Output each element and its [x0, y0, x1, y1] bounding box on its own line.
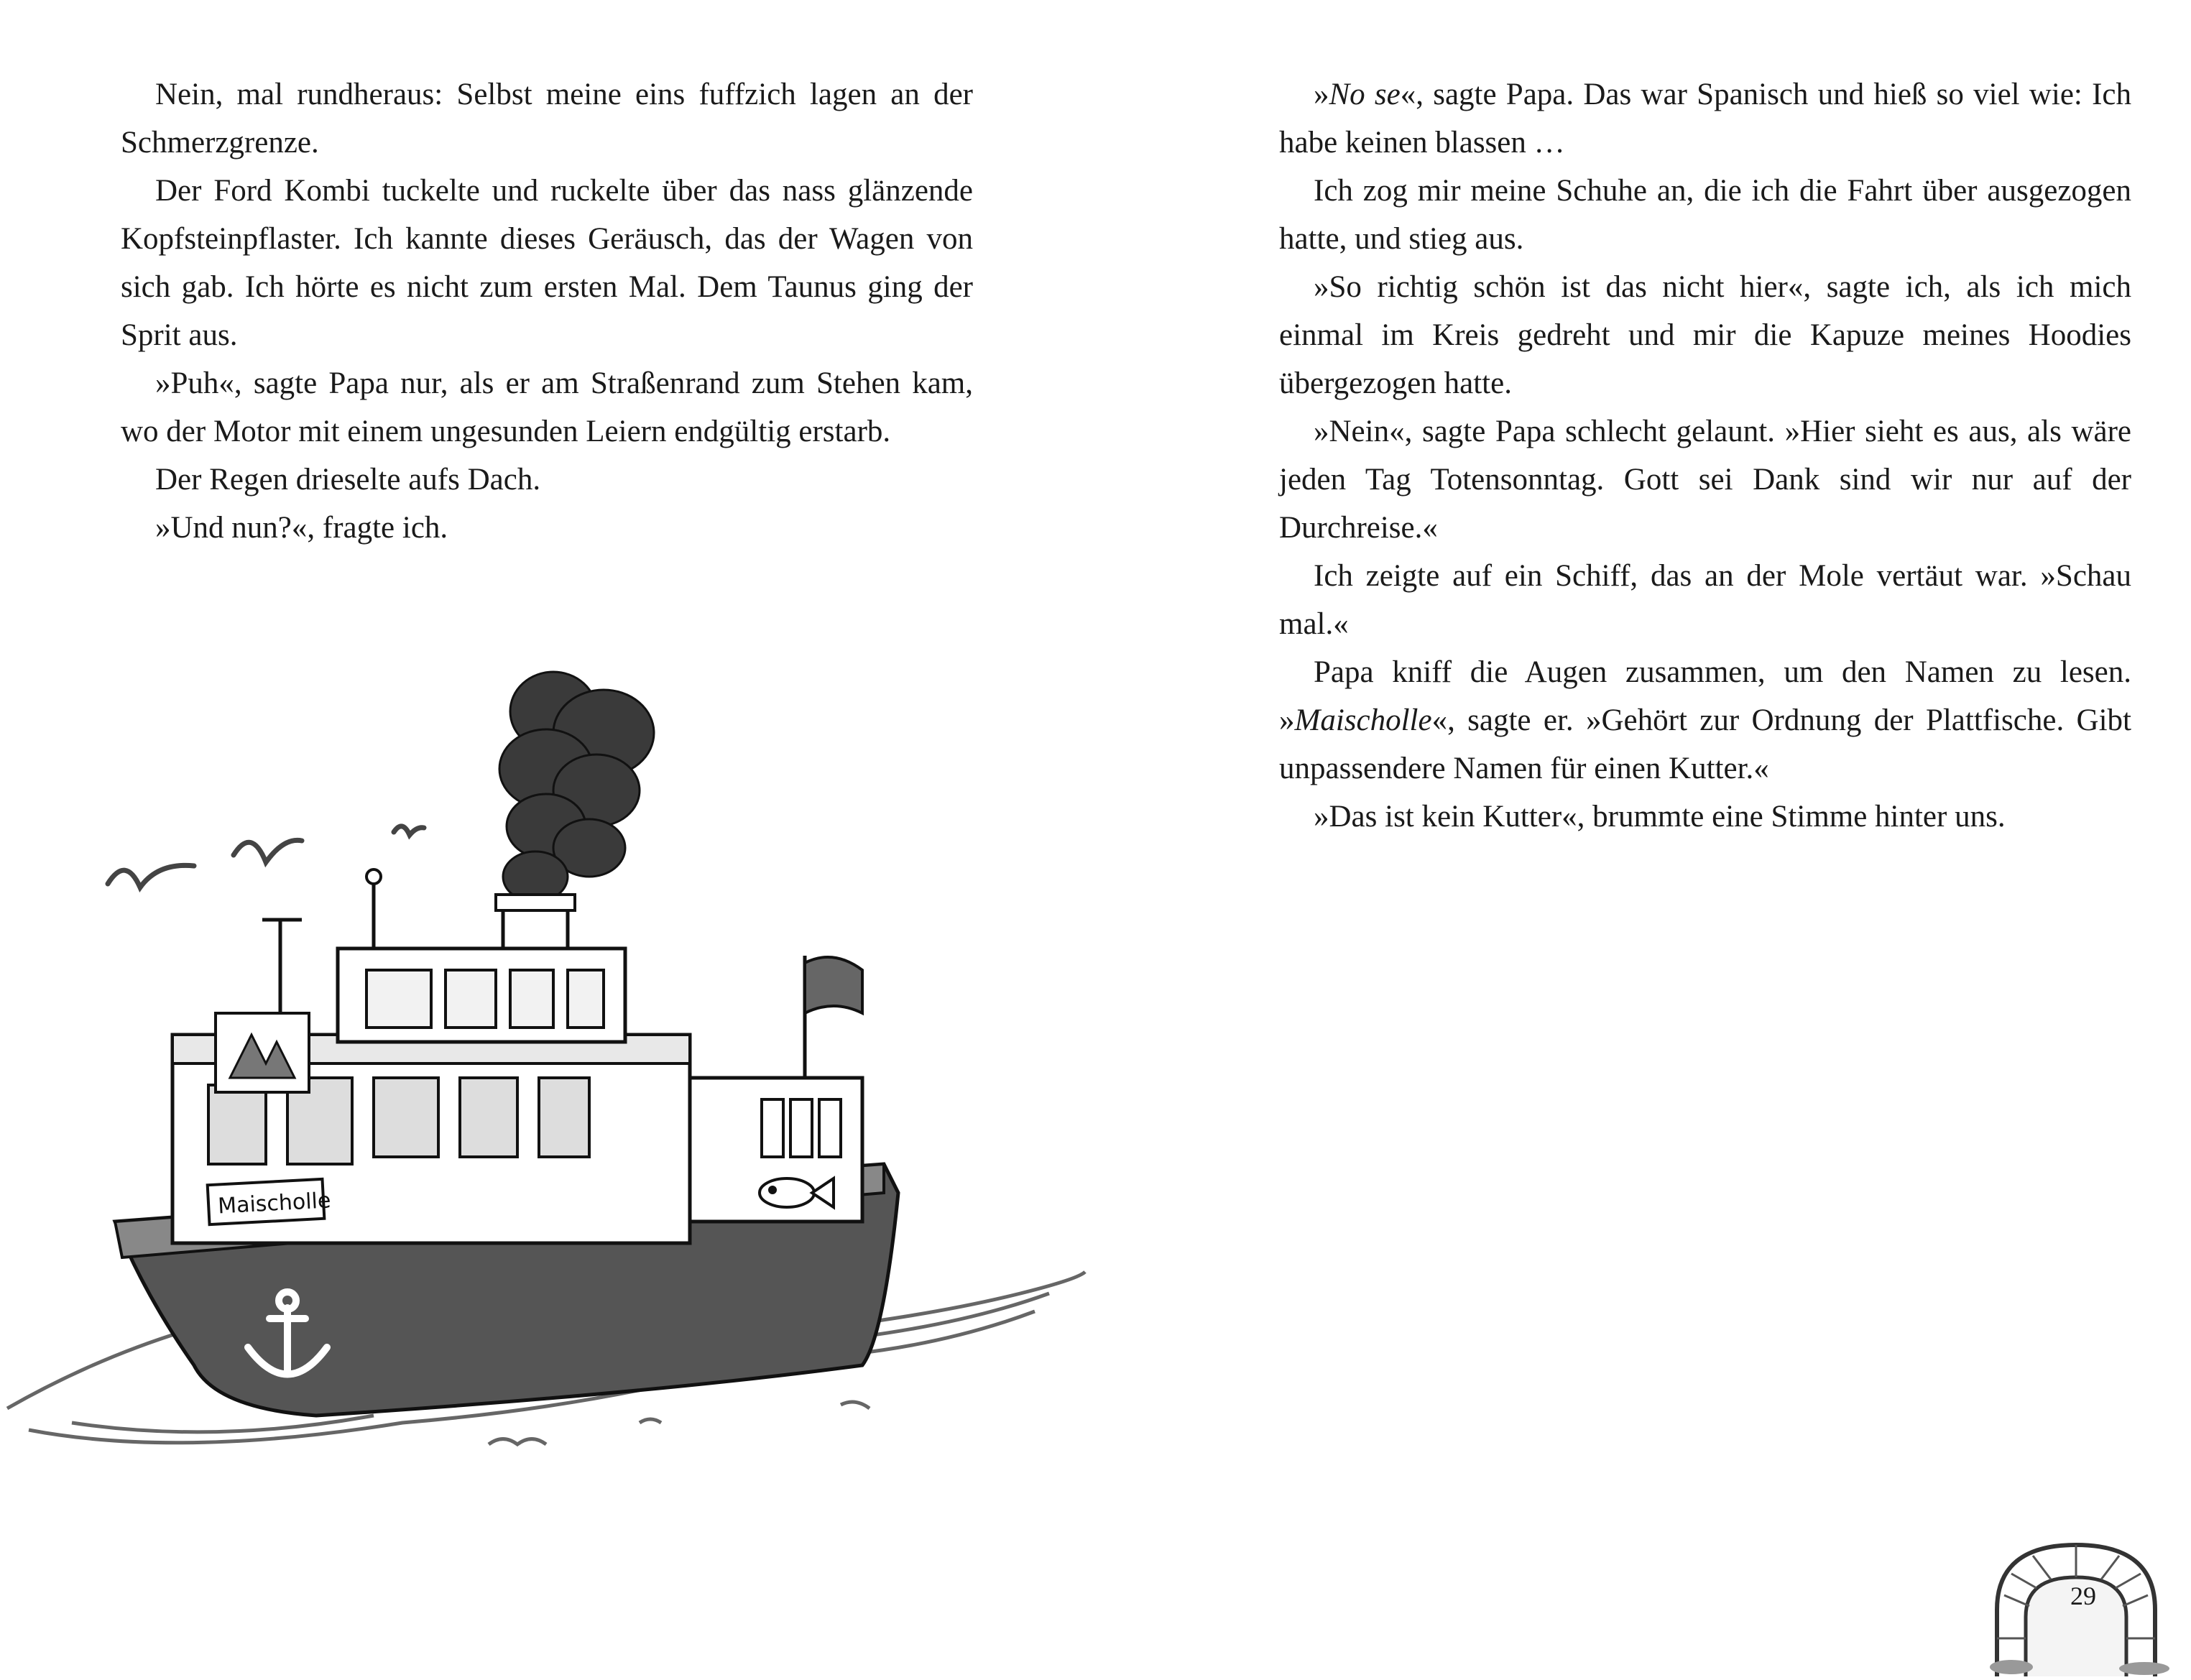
right-text-column: [1279, 70, 2131, 841]
paragraph: »Puh«, sagte Papa nur, als er am Straßenrand zum Stehen kam, wo der Motor mit einem ungesunden Leiern endgültig erstarb.: [121, 366, 973, 448]
seagull-icon: [394, 826, 424, 835]
paragraph: Der Regen drieselte aufs Dach.: [155, 463, 541, 497]
paragraph: »Nein«, sagte Papa schlecht gelaunt. »Hier sieht es aus, als wäre jeden Tag Totensonntag. Gott sei Dank sind wir nur auf der Durchreise.«: [1279, 415, 2131, 545]
seagull-icon: [108, 865, 194, 887]
boat-illustration: [0, 647, 1107, 1473]
right-page: [1095, 0, 2191, 1676]
left-text-column: [121, 70, 973, 552]
flag-icon: [805, 956, 862, 1078]
paragraph: »So richtig schön ist das nicht hier«, sagte ich, als ich mich einmal im Kreis gedreht und mir die Kapuze meines Hoodies übergezogen hatte.: [1279, 270, 2131, 400]
paragraph: Papa kniff die Augen zusammen, um den Namen zu lesen. »Maischolle«, sagte er. »Gehört zur Ordnung der Plattfische. Gibt unpassendere Namen für einen Kutter.«: [1279, 655, 2131, 785]
paragraph: Nein, mal rundheraus: Selbst meine eins fuffzich lagen an der Schmerzgrenze.: [121, 78, 973, 160]
paragraph: »Und nun?«, fragte ich.: [155, 511, 448, 545]
paragraph: »Das ist kein Kutter«, brummte eine Stimme hinter uns.: [1314, 800, 2006, 834]
page-number: 29: [2070, 1582, 2096, 1610]
paragraph: »No se«, sagte Papa. Das war Spanisch und hieß so viel wie: Ich habe keinen blassen …: [1279, 78, 2131, 160]
smoke-cloud: [499, 672, 654, 902]
paragraph: Ich zeigte auf ein Schiff, das an der Mole vertäut war. »Schau mal.«: [1279, 559, 2131, 641]
left-page: [0, 0, 1095, 1676]
page-folio: [1968, 1516, 2184, 1676]
paragraph: Der Ford Kombi tuckelte und ruckelte über das nass glänzende Kopfsteinpflaster. Ich kannte dieses Geräusch, das der Wagen von sich gab. Ich hörte es nicht zum ersten Mal. Dem Taunus ging der Sprit aus.: [121, 174, 973, 352]
paragraph: Ich zog mir meine Schuhe an, die ich die Fahrt über ausgezogen hatte, und stieg aus.: [1279, 174, 2131, 256]
seagull-icon: [234, 840, 302, 862]
boat-name: Maischolle: [217, 1188, 332, 1219]
